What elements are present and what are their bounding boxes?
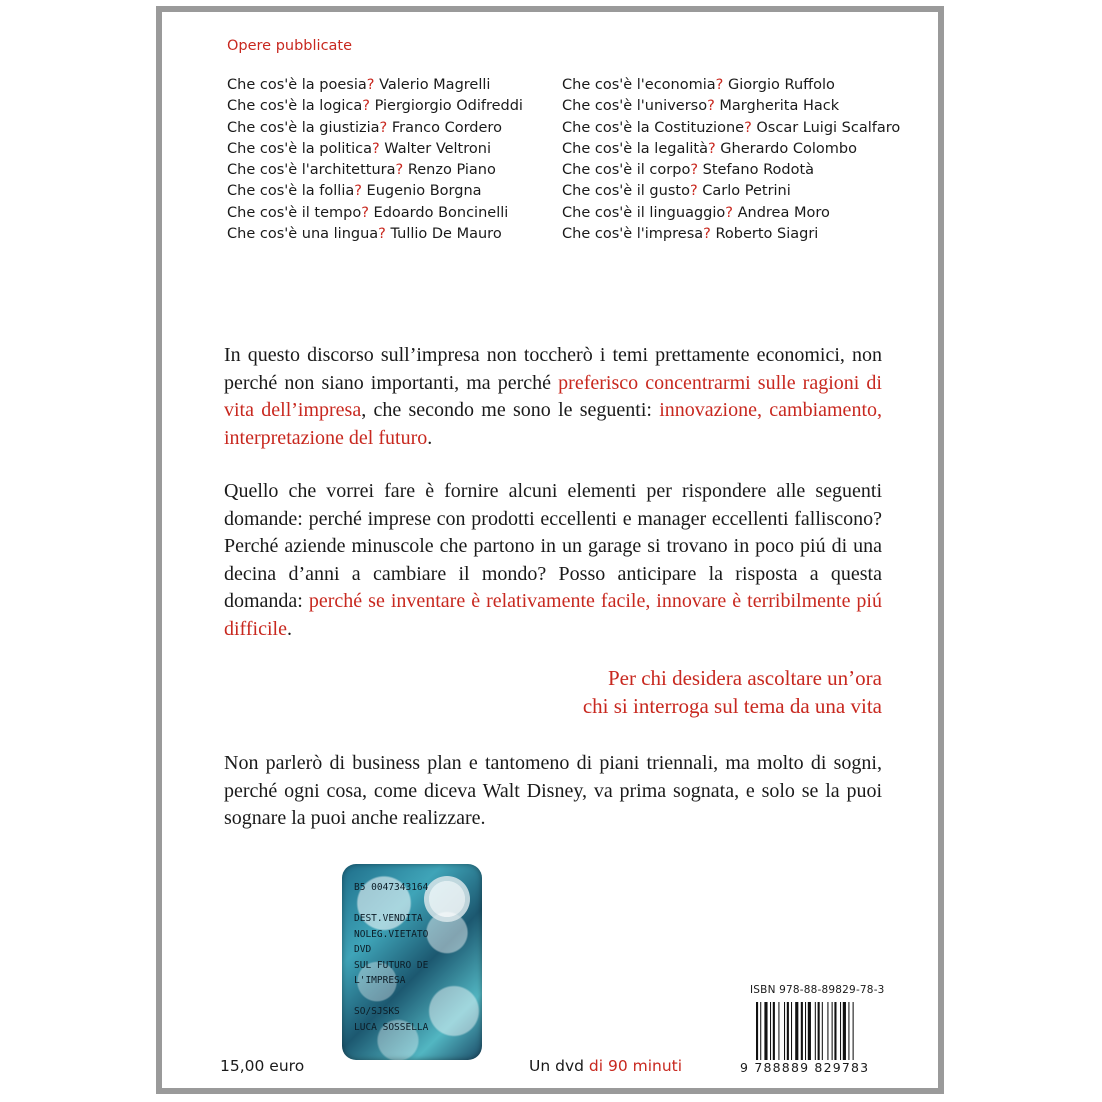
work-entry-author: Gherardo Colombo bbox=[715, 140, 857, 157]
work-entry bbox=[227, 75, 523, 96]
work-entry-prefix: Che cos'è bbox=[562, 226, 637, 243]
work-entry-prefix: Che cos'è bbox=[227, 226, 302, 243]
barcode-number: 9 788889 829783 bbox=[740, 1060, 870, 1075]
work-entry-prefix: Che cos'è bbox=[227, 204, 302, 221]
work-entry-prefix: Che cos'è bbox=[562, 183, 637, 200]
paragraph-1-text-c: . bbox=[427, 426, 433, 449]
sticker-text: B5 0047343164 DEST.VENDITA NOLEG.VIETATO DVD SUL FUTURO DE L'IMPRESA SO/SJSKS LUCA SOSSELLA bbox=[354, 882, 429, 1033]
work-entry-q: ? bbox=[715, 77, 724, 93]
work-entry bbox=[562, 96, 900, 117]
work-entry-topic: il linguaggio bbox=[636, 204, 726, 221]
paragraph-1 bbox=[224, 342, 882, 452]
pull-quote bbox=[462, 664, 882, 720]
work-entry-author: Roberto Siagri bbox=[710, 226, 819, 243]
work-entry-topic: il gusto bbox=[636, 183, 690, 200]
work-entry-topic: la legalità bbox=[636, 140, 708, 157]
dvd-info-duration: di 90 minuti bbox=[583, 1057, 683, 1075]
work-entry-author: Eugenio Borgna bbox=[361, 183, 482, 200]
barcode-icon bbox=[756, 1002, 886, 1060]
work-entry-q: ? bbox=[707, 98, 715, 115]
work-entry bbox=[227, 96, 523, 117]
paragraph-1-text-b: , che secondo me sono le seguenti: bbox=[361, 399, 660, 421]
work-entry-prefix: Che cos'è bbox=[227, 162, 302, 179]
work-entry-q: ? bbox=[379, 119, 388, 136]
work-entry-q: ? bbox=[689, 183, 698, 200]
work-entry bbox=[227, 118, 523, 139]
dvd-info-dvd: dvd bbox=[555, 1057, 584, 1075]
book-back-cover bbox=[156, 6, 944, 1094]
work-entry-prefix: Che cos'è bbox=[227, 119, 302, 136]
work-entry-author: Tullio De Mauro bbox=[385, 226, 502, 243]
work-entry-q: ? bbox=[362, 98, 370, 115]
paragraph-3: Non parlerò di business plan e tantomeno di piani triennali, ma molto di sogni, perché ogni cosa, come diceva Walt Disney, va prima sognata, e solo se la puoi sognare la puoi anche realizzare. bbox=[224, 752, 882, 829]
work-entry-author: Franco Cordero bbox=[387, 119, 502, 136]
work-entry bbox=[227, 160, 523, 181]
work-entry-q: ? bbox=[725, 204, 733, 221]
work-entry-topic: la logica bbox=[301, 98, 363, 115]
work-entry-topic: la politica bbox=[301, 140, 372, 157]
work-entry bbox=[562, 160, 900, 181]
work-entry-prefix: Che cos'è bbox=[562, 162, 637, 179]
work-entry bbox=[562, 118, 900, 139]
work-entry-q: ? bbox=[703, 226, 711, 243]
work-entry-prefix: Che cos'è bbox=[227, 77, 302, 93]
work-entry-author: Walter Veltroni bbox=[379, 140, 491, 157]
works-heading: Opere pubblicate bbox=[227, 38, 353, 54]
paragraph-1-highlight-1: preferisco concentrarmi sulle ragioni di vita dell’impresa bbox=[224, 371, 882, 421]
work-entry-prefix: Che cos'è bbox=[227, 140, 302, 157]
work-entry-prefix: Che cos'è bbox=[227, 98, 302, 115]
pull-quote-line-2: chi si interroga sul tema da una vita bbox=[582, 694, 882, 718]
work-entry bbox=[227, 139, 523, 160]
work-entry-topic: la Costituzione bbox=[636, 119, 745, 136]
work-entry-author: Oscar Luigi Scalfaro bbox=[751, 119, 901, 136]
work-entry-q: ? bbox=[395, 162, 404, 179]
work-entry-prefix: Che cos'è bbox=[227, 183, 302, 200]
work-entry-q: ? bbox=[361, 204, 369, 221]
work-entry bbox=[562, 139, 900, 160]
work-entry-prefix: Che cos'è bbox=[562, 98, 637, 115]
work-entry bbox=[562, 203, 900, 224]
price: 15,00 euro bbox=[220, 1057, 305, 1075]
paragraph-1-highlight-2: innovazione, cambiamento, interpretazione del futuro bbox=[224, 399, 882, 449]
work-entry bbox=[227, 224, 523, 245]
paragraph-2-highlight: perché se inventare è relativamente facile, innovare è terribilmente piú difficile bbox=[224, 590, 882, 640]
work-entry-author: Giorgio Ruffolo bbox=[723, 77, 835, 93]
hologram-sticker bbox=[342, 864, 482, 1060]
work-entry-author: Stefano Rodotà bbox=[698, 162, 815, 179]
work-entry bbox=[227, 203, 523, 224]
work-entry-author: Piergiorgio Odifreddi bbox=[369, 98, 523, 115]
works-list-right bbox=[562, 75, 900, 245]
work-entry-topic: l'impresa bbox=[636, 226, 704, 243]
work-entry-author: Andrea Moro bbox=[732, 204, 830, 221]
pull-quote-line-1: Per chi desidera ascoltare un’ora bbox=[607, 666, 882, 690]
work-entry-q: ? bbox=[378, 226, 386, 243]
work-entry-topic: l'universo bbox=[636, 98, 708, 115]
work-entry-author: Edoardo Boncinelli bbox=[368, 204, 509, 221]
work-entry-topic: il corpo bbox=[636, 162, 691, 179]
work-entry bbox=[562, 181, 900, 202]
work-entry-q: ? bbox=[372, 140, 380, 157]
work-entry-q: ? bbox=[366, 77, 375, 93]
paragraph-2-text-b: . bbox=[286, 617, 292, 640]
work-entry-prefix: Che cos'è bbox=[562, 140, 637, 157]
work-entry bbox=[562, 224, 900, 245]
work-entry-author: Valerio Magrelli bbox=[374, 77, 491, 93]
work-entry-author: Margherita Hack bbox=[714, 98, 840, 115]
work-entry-q: ? bbox=[354, 183, 362, 200]
paragraph-1-text-a: In questo discorso sull’impresa non toccherò i temi prettamente economici, non perché non siano importanti, ma perché bbox=[224, 344, 882, 394]
work-entry-topic: la giustizia bbox=[301, 119, 380, 136]
dvd-info-prefix: Un bbox=[529, 1057, 556, 1075]
work-entry-prefix: Che cos'è bbox=[562, 204, 637, 221]
work-entry bbox=[227, 181, 523, 202]
work-entry-topic: l'architettura bbox=[301, 162, 396, 179]
works-list-left bbox=[227, 75, 523, 245]
work-entry-topic: il tempo bbox=[301, 204, 362, 221]
work-entry-q: ? bbox=[707, 140, 716, 157]
work-entry-prefix: Che cos'è bbox=[562, 119, 637, 136]
work-entry-topic: la follia bbox=[301, 183, 355, 200]
work-entry-author: Renzo Piano bbox=[403, 162, 496, 179]
work-entry-q: ? bbox=[744, 119, 752, 136]
work-entry-author: Carlo Petrini bbox=[697, 183, 791, 200]
work-entry-topic: l'economia bbox=[636, 77, 716, 93]
work-entry bbox=[562, 75, 900, 96]
work-entry-topic: la poesia bbox=[301, 77, 367, 93]
dvd-info bbox=[529, 1057, 682, 1075]
work-entry-prefix: Che cos'è bbox=[562, 77, 637, 93]
work-entry-q: ? bbox=[690, 162, 699, 179]
paragraph-2-text-a: Quello che vorrei fare è fornire alcuni elementi per rispondere alle seguenti domande: perché imprese con prodotti eccellenti e manager eccellenti falliscono? Perché aziende minuscole che partono in un garage si trovano in poco piú di una decina d’anni a cambiare il mondo? Posso anticipare la risposta a questa domanda: bbox=[224, 480, 882, 612]
isbn: ISBN 978-88-89829-78-3 bbox=[750, 984, 885, 996]
paragraph-2 bbox=[224, 478, 882, 643]
work-entry-topic: una lingua bbox=[301, 226, 379, 243]
